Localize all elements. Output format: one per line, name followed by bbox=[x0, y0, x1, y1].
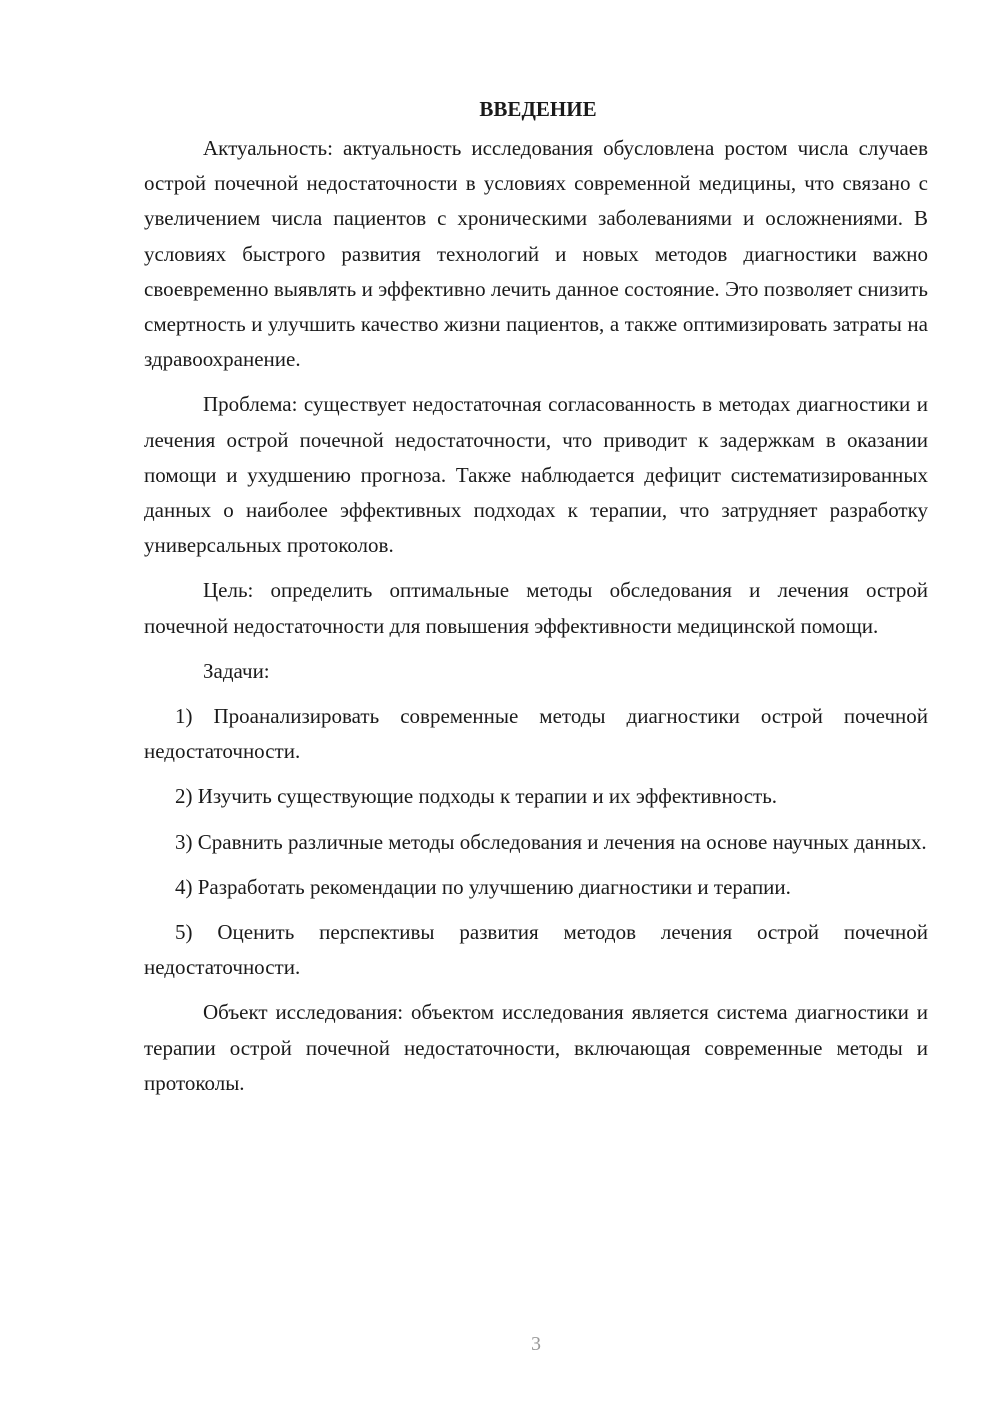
paragraph-goal: Цель: определить оптимальные методы обследования и лечения острой почечной недостаточности для повышения эффективности медицинской помощи. bbox=[144, 578, 928, 638]
page-title: ВВЕДЕНИЕ bbox=[479, 97, 597, 121]
page-number: 3 bbox=[531, 1333, 541, 1355]
tasks-label: Задачи: bbox=[203, 658, 270, 683]
paragraph-relevance: Актуальность: актуальность исследования обусловлена ростом числа случаев острой почечной недостаточности в условиях современной медицины, что связано с увеличением числа пациентов с хроническими заболеваниями и осложнениями. В условиях быстрого развития технологий и новых методов диагностики важно своевременно выявлять и эффективно лечить данное состояние. Это позволяет снизить смертность и улучшить качество жизни пациентов, а также оптимизировать затраты на здравоохранение. bbox=[144, 136, 928, 372]
list-item: 1) Проанализировать современные методы диагностики острой почечной недостаточности. bbox=[144, 704, 928, 764]
tasks-list bbox=[144, 699, 928, 985]
list-item: 4) Разработать рекомендации по улучшению диагностики и терапии. bbox=[175, 874, 791, 899]
list-item: 5) Оценить перспективы развития методов лечения острой почечной недостаточности. bbox=[144, 920, 928, 980]
paragraph-problem: Проблема: существует недостаточная согласованность в методах диагностики и лечения острой почечной недостаточности, что приводит к задержкам в оказании помощи и ухудшению прогноза. Также наблюдается дефицит систематизированных данных о наиболее эффективных подходах к терапии, что затрудняет разработку универсальных протоколов. bbox=[144, 392, 928, 558]
list-item: 3) Сравнить различные методы обследования и лечения на основе научных данных. bbox=[175, 829, 927, 854]
paragraph-object: Объект исследования: объектом исследования является система диагностики и терапии острой почечной недостаточности, включающая современные методы и протоколы. bbox=[144, 1000, 928, 1095]
list-item: 2) Изучить существующие подходы к терапии и их эффективность. bbox=[175, 784, 778, 809]
document-page bbox=[144, 92, 928, 1101]
